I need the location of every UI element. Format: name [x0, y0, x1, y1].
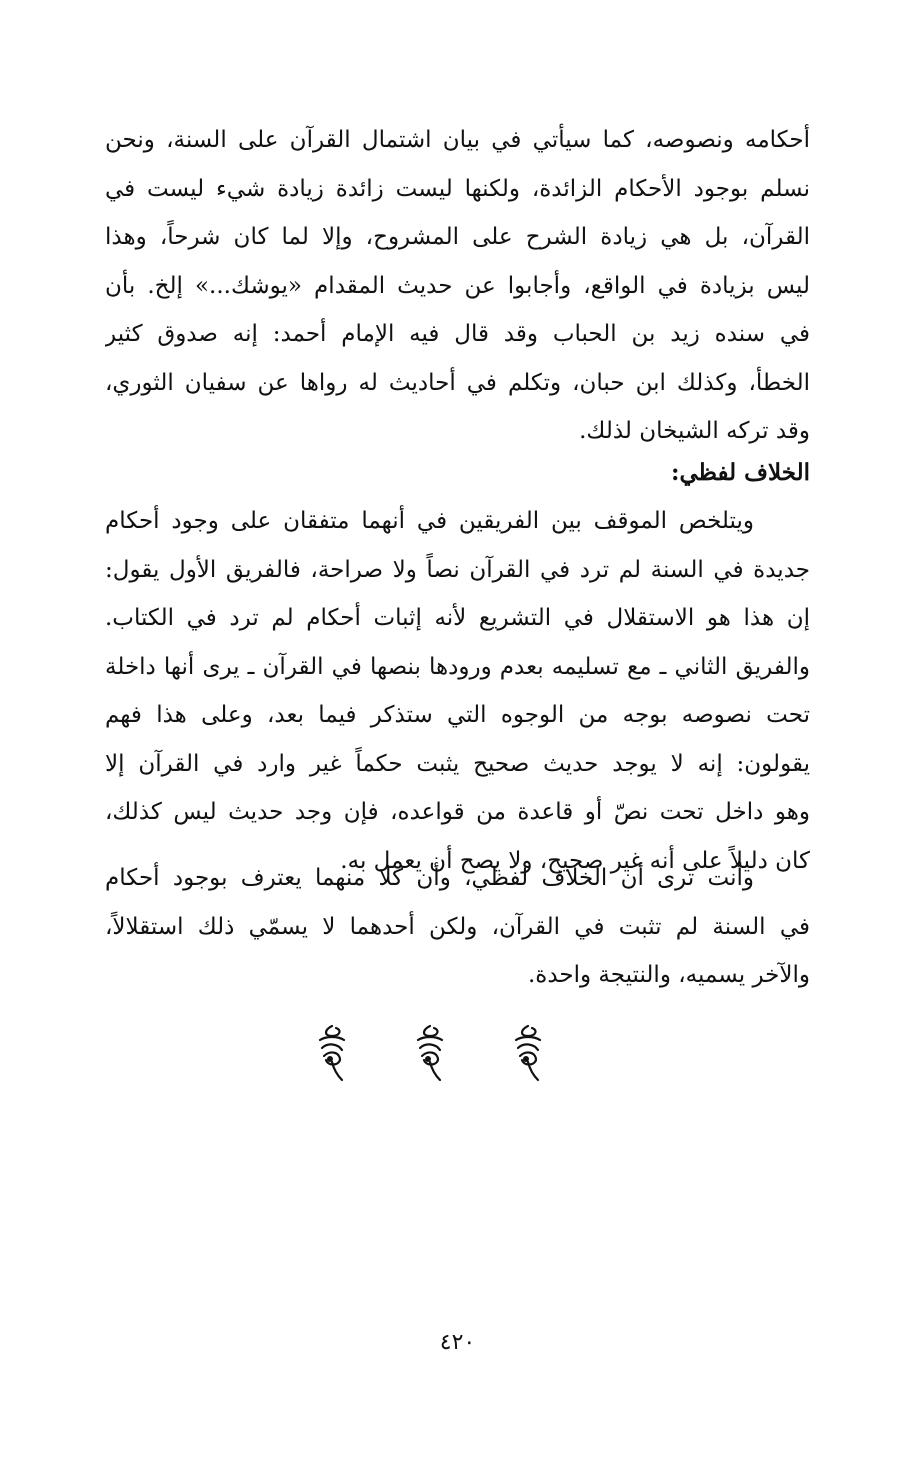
text-line: القرآن، بل هي زيادة الشرح على المشروح، وإلا لما كان شرحاً، وهذا — [105, 224, 810, 250]
text-line: إن هذا هو الاستقلال في التشريع لأنه إثبات أحكام لم ترد في الكتاب. — [105, 605, 810, 631]
text-line: أحكامه ونصوصه، كما سيأتي في بيان اشتمال القرآن على السنة، ونحن — [105, 127, 810, 153]
text-line: يقولون: إنه لا يوجد حديث صحيح يثبت حكماً غير وارد في القرآن إلا — [105, 750, 810, 777]
text-line: جديدة في السنة لم ترد في القرآن نصاً ولا صراحة، فالفريق الأول يقول: — [105, 556, 810, 583]
page-number: ٤٢٠ — [439, 1330, 476, 1355]
text-line: نسلم بوجود الأحكام الزائدة، ولكنها ليست زائدة زيادة شيء ليست في — [105, 175, 810, 202]
text-line: ويتلخص الموقف بين الفريقين في أنهما متفقان على وجود أحكام — [105, 508, 754, 534]
section-heading: الخلاف لفظي: — [671, 459, 810, 486]
text-line: وأنت ترى أن الخلاف لفظي، وأن كلا منهما يعترف بوجود أحكام — [105, 865, 754, 891]
text-line: الخطأ، وكذلك ابن حبان، وتكلم في أحاديث له رواها عن سفيان الثوري، — [105, 369, 810, 396]
text-line: وقد تركه الشيخان لذلك. — [579, 418, 810, 444]
text-line: والآخر يسميه، والنتيجة واحدة. — [527, 962, 810, 988]
paragraph-summary — [105, 497, 810, 885]
section-heading-wrapper — [105, 449, 810, 498]
paragraph-continuation — [105, 116, 810, 456]
text-line: وهو داخل تحت نصّ أو قاعدة من قواعده، فإن وجد حديث ليس كذلك، — [105, 799, 810, 825]
text-line: ليس بزيادة في الواقع، وأجابوا عن حديث المقدام «يوشك...» إلخ. بأن — [105, 272, 810, 299]
paragraph-conclusion — [105, 854, 810, 1000]
text-line: كان دليلاً على أنه غير صحيح، ولا يصح أن يعمل به. — [340, 847, 810, 874]
text-line: تحت نصوصه بوجه من الوجوه التي ستذكر فيما بعد، وعلى هذا فهم — [105, 702, 810, 728]
floral-ornament-icon — [410, 1022, 450, 1082]
section-end-ornaments — [312, 1022, 552, 1082]
text-line: في السنة لم تثبت في القرآن، ولكن أحدهما لا يسمّي ذلك استقلالاً، — [105, 913, 810, 940]
floral-ornament-icon — [312, 1022, 352, 1082]
text-line: والفريق الثاني ـ مع تسليمه بعدم ورودها بنصها في القرآن ـ يرى أنها داخلة — [105, 653, 810, 680]
floral-ornament-icon — [508, 1022, 548, 1082]
text-line: في سنده زيد بن الحباب وقد قال فيه الإمام أحمد: إنه صدوق كثير — [105, 321, 810, 347]
